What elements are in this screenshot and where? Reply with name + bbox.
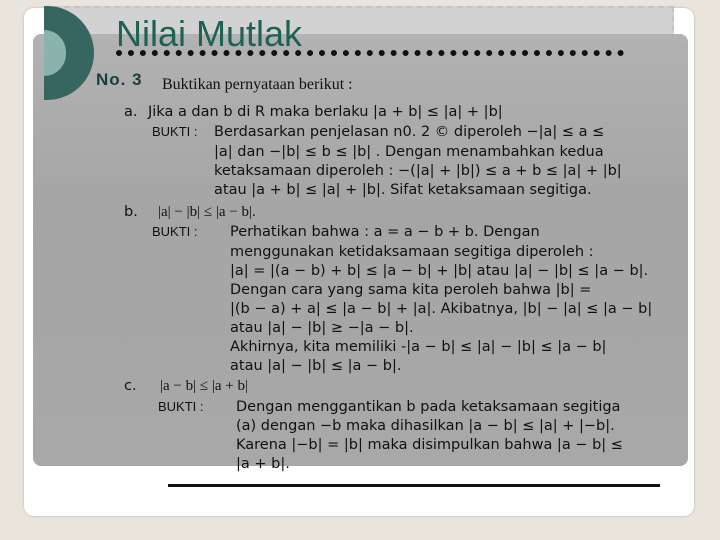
item-a-proof-line: ketaksamaan diperoleh : −(|a| + |b|) ≤ a + b ≤ |a| + |b|	[214, 163, 622, 179]
item-b-label: b.	[124, 204, 138, 220]
page-title: Nilai Mutlak	[116, 13, 303, 54]
item-a-proof-label: BUKTI :	[152, 124, 198, 139]
item-c-proof-label: BUKTI :	[158, 399, 204, 414]
item-c-label: c.	[124, 378, 137, 394]
item-c-proof-line: Dengan menggantikan b pada ketaksamaan segitiga	[236, 399, 621, 415]
item-b-proof-label: BUKTI :	[152, 224, 198, 239]
bottom-rule	[168, 484, 660, 487]
item-a-proof-line: |a| dan −|b| ≤ b ≤ |b| . Dengan menambahkan kedua	[214, 144, 604, 160]
item-b-proof-line: Perhatikan bahwa : a = a − b + b. Dengan	[230, 224, 540, 240]
item-b-proof-line: menggunakan ketidaksamaan segitiga diperoleh :	[230, 244, 594, 260]
item-b-proof-line: atau |a| − |b| ≥ −|a − b|.	[230, 320, 414, 336]
item-c-proof-line: |a + b|.	[236, 456, 290, 472]
item-a-label: a.	[124, 104, 138, 120]
item-c-proof-line: Karena |−b| = |b| maka disimpulkan bahwa |a − b| ≤	[236, 437, 623, 453]
item-a-proof-line: atau |a + b| ≤ |a| + |b|. Sifat ketaksamaan segitiga.	[214, 182, 592, 198]
item-c-proof-line: (a) dengan −b maka dihasilkan |a − b| ≤ |a| + |−b|.	[236, 418, 615, 434]
item-b-proof-line: Akhirnya, kita memiliki -|a − b| ≤ |a| − |b| ≤ |a − b|	[230, 339, 607, 355]
item-a-statement: Jika a dan b di R maka berlaku |a + b| ≤ |a| + |b|	[148, 104, 503, 120]
problem-intro: Buktikan pernyataan berikut :	[162, 76, 353, 93]
item-b-proof-line: |a| = |(a − b) + b| ≤ |a − b| + |b| atau |a| − |b| ≤ |a − b|.	[230, 263, 649, 279]
item-b-proof-line: atau |a| − |b| ≤ |a − b|.	[230, 358, 402, 374]
problem-number: No. 3	[96, 70, 143, 89]
item-c-statement: |a − b| ≤ |a + b|	[160, 378, 248, 394]
item-b-proof-line: Dengan cara yang sama kita peroleh bahwa |b| =	[230, 282, 592, 298]
item-b-proof-line: |(b − a) + a| ≤ |a − b| + |a|. Akibatnya, |b| − |a| ≤ |a − b|	[230, 301, 653, 317]
item-b-statement: |a| − |b| ≤ |a − b|.	[158, 204, 256, 220]
item-a-proof-line: Berdasarkan penjelasan n0. 2 © diperoleh −|a| ≤ a ≤	[214, 124, 605, 140]
